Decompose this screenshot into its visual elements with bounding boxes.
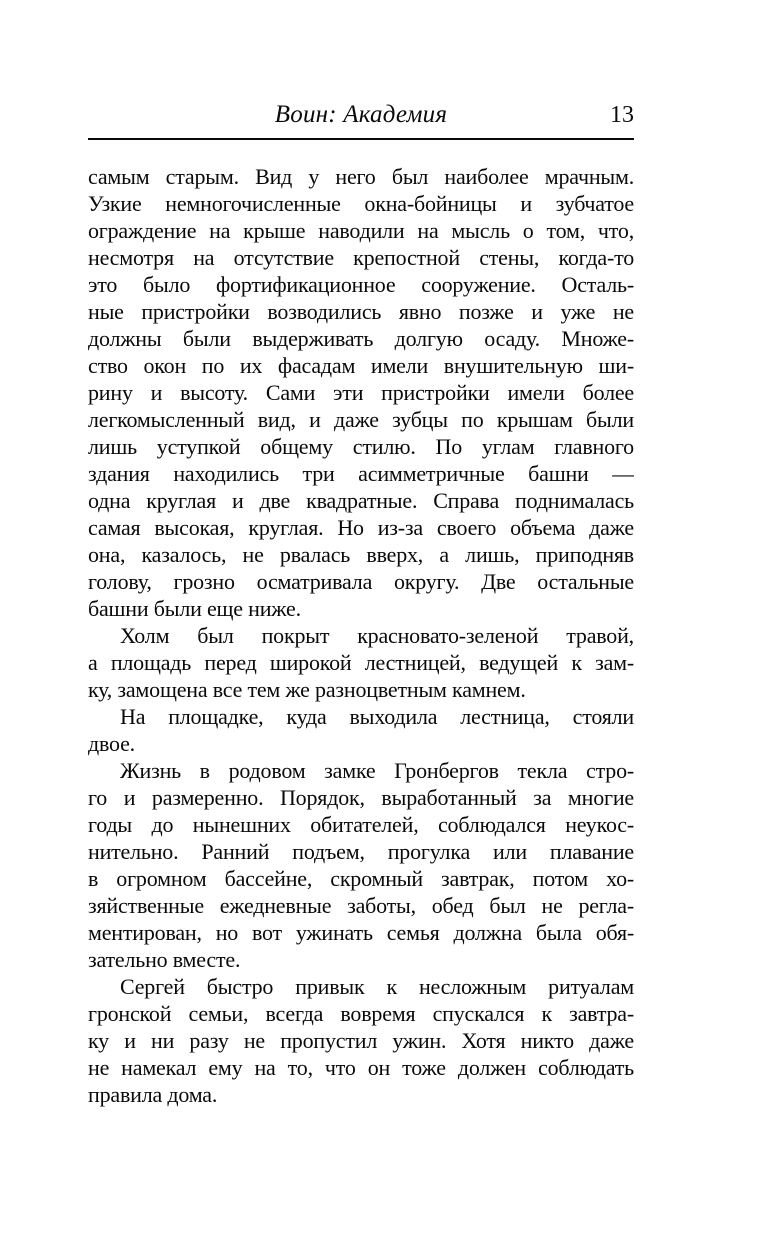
text-line: ку и ни разу не пропустил ужин. Хотя никто даже <box>88 1028 634 1053</box>
text-line: лишь уступкой общему стилю. По углам главного <box>88 434 634 459</box>
text-line: нительно. Ранний подъем, прогулка или плавание <box>88 839 634 864</box>
text-line: легкомысленный вид, и даже зубцы по крышам были <box>88 407 634 432</box>
text-line: самым старым. Вид у него был наиболее мрачным. <box>88 164 634 189</box>
text-line: правила дома. <box>88 1082 218 1107</box>
text-line: здания находились три асимметричные башни — <box>88 461 634 486</box>
text-line: голову, грозно осматривала округу. Две остальные <box>88 569 634 594</box>
text-line: годы до нынешних обитателей, соблюдался неукос- <box>88 812 634 837</box>
text-line: это было фортификационное сооружение. Осталь- <box>88 272 634 297</box>
text-line: ку, замощена все тем же разноцветным камнем. <box>88 677 526 702</box>
text-line: Сергей быстро привык к несложным ритуалам <box>120 974 634 999</box>
text-line: ментирован, но вот ужинать семья должна была обя- <box>88 920 634 945</box>
text-line: Жизнь в родовом замке Гронбергов текла стро- <box>120 758 634 783</box>
text-column <box>88 0 634 1108</box>
text-line: гронской семьи, всегда вовремя спускался к завтра- <box>88 1001 634 1026</box>
text-line: зательно вместе. <box>88 947 241 972</box>
text-line: должны были выдерживать долгую осаду. Множе- <box>88 326 634 351</box>
header-rule <box>88 138 634 140</box>
body-text <box>88 163 634 1108</box>
text-line: Холм был покрыт красновато-зеленой травой, <box>120 623 634 648</box>
text-line: одна круглая и две квадратные. Справа поднималась <box>88 488 634 513</box>
text-line: зяйственные ежедневные заботы, обед был не регла- <box>88 893 634 918</box>
text-line: ные пристройки возводились явно позже и уже не <box>88 299 634 324</box>
text-line: в огромном бассейне, скромный завтрак, потом хо- <box>88 866 634 891</box>
page-number: 13 <box>610 102 634 128</box>
running-title: Воин: Академия <box>274 101 448 128</box>
text-line: она, казалось, не рвалась вверх, а лишь, приподняв <box>88 542 634 567</box>
text-line: ограждение на крыше наводили на мысль о том, что, <box>88 218 634 243</box>
text-line: го и размеренно. Порядок, выработанный за многие <box>88 785 634 810</box>
text-line: ство окон по их фасадам имели внушительную ши- <box>88 353 634 378</box>
text-line: не намекал ему на то, что он тоже должен соблюдать <box>88 1055 634 1080</box>
text-line: На площадке, куда выходила лестница, стояли <box>120 704 634 729</box>
text-line: самая высокая, круглая. Но из-за своего объема даже <box>88 515 634 540</box>
running-header <box>88 0 634 138</box>
text-line: несмотря на отсутствие крепостной стены, когда-то <box>88 245 634 270</box>
text-line: башни были еще ниже. <box>88 596 301 621</box>
text-line: Узкие немногочисленные окна-бойницы и зубчатое <box>88 191 634 216</box>
text-line: а площадь перед широкой лестницей, ведущей к зам- <box>88 650 634 675</box>
text-line: рину и высоту. Сами эти пристройки имели более <box>88 380 634 405</box>
text-line: двое. <box>88 731 135 756</box>
